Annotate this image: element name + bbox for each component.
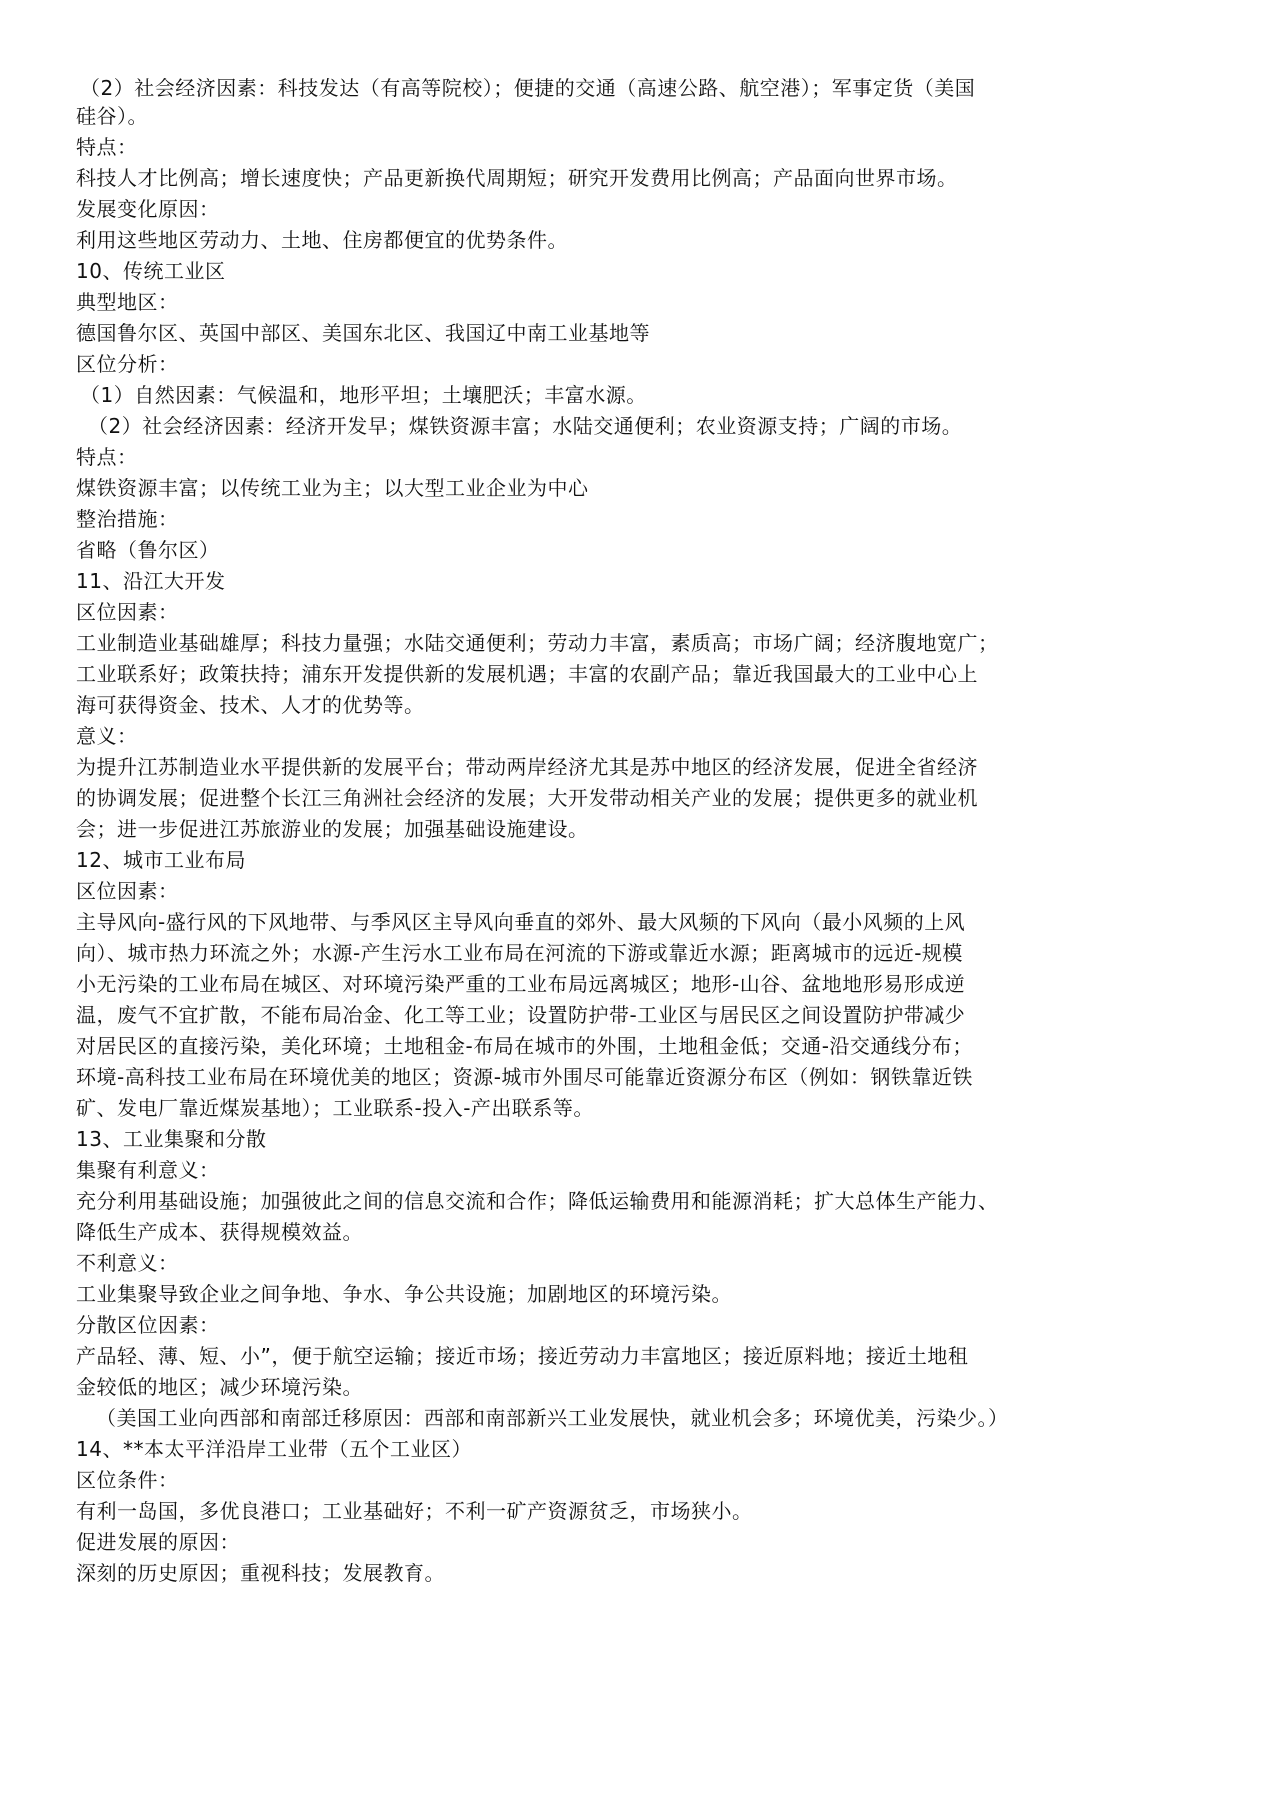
text-line: 煤铁资源丰富；以传统工业为主；以大型工业企业为中心 [76, 476, 589, 500]
text-line: 温，废气不宜扩散，不能布局冶金、化工等工业；设置防护带-工业区与居民区之间设置防护带减少 [76, 1003, 966, 1027]
text-line: 典型地区： [76, 290, 179, 314]
section-heading: 14、**本太平洋沿岸工业带（五个工业区） [76, 1437, 472, 1461]
text-line: 分散区位因素： [76, 1313, 220, 1337]
text-line: 省略（鲁尔区） [76, 538, 220, 562]
text-line: 区位分析： [76, 352, 179, 376]
text-line: 降低生产成本、获得规模效益。 [76, 1220, 363, 1244]
text-line: 区位因素： [76, 600, 179, 624]
section-heading: 11、沿江大开发 [76, 569, 226, 593]
section-heading: 13、工业集聚和分散 [76, 1127, 267, 1151]
text-line: 集聚有利意义： [76, 1158, 220, 1182]
text-line: 金较低的地区；减少环境污染。 [76, 1375, 363, 1399]
text-line: 深刻的历史原因；重视科技；发展教育。 [76, 1561, 445, 1585]
text-line: 德国鲁尔区、英国中部区、美国东北区、我国辽中南工业基地等 [76, 321, 650, 345]
text-line: 主导风向-盛行风的下风地带、与季风区主导风向垂直的郊外、最大风频的下风向（最小风频的上风 [76, 910, 966, 934]
text-line: 矿、发电厂靠近煤炭基地）；工业联系-投入-产出联系等。 [76, 1096, 594, 1120]
text-line: 特点： [76, 135, 138, 159]
text-line: （1）自然因素：气候温和，地形平坦；土壤肥沃；丰富水源。 [80, 383, 647, 407]
section-heading: 12、城市工业布局 [76, 848, 246, 872]
text-line: 的协调发展；促进整个长江三角洲社会经济的发展；大开发带动相关产业的发展；提供更多的就业机 [76, 786, 978, 810]
text-line: 工业联系好；政策扶持；浦东开发提供新的发展机遇；丰富的农副产品；靠近我国最大的工业中心上 [76, 662, 978, 686]
section-heading: 10、传统工业区 [76, 259, 226, 283]
text-line: 区位因素： [76, 879, 179, 903]
text-line: 科技人才比例高；增长速度快；产品更新换代周期短；研究开发费用比例高；产品面向世界市场。 [76, 166, 958, 190]
text-line: 充分利用基础设施；加强彼此之间的信息交流和合作；降低运输费用和能源消耗；扩大总体生产能力、 [76, 1189, 999, 1213]
text-line: 特点： [76, 445, 138, 469]
text-line: （2）社会经济因素：科技发达（有高等院校）；便捷的交通（高速公路、航空港）；军事定货（美国 [80, 76, 976, 100]
text-line: 为提升江苏制造业水平提供新的发展平台；带动两岸经济尤其是苏中地区的经济发展，促进全省经济 [76, 755, 978, 779]
text-line: 意义： [76, 724, 138, 748]
text-line: 会；进一步促进江苏旅游业的发展；加强基础设施建设。 [76, 817, 589, 841]
text-line: 硅谷）。 [76, 104, 148, 128]
text-line: （2）社会经济因素：经济开发早；煤铁资源丰富；水陆交通便利；农业资源支持；广阔的市场。 [88, 414, 963, 438]
text-line: 不利意义： [76, 1251, 179, 1275]
text-line: 向）、城市热力环流之外；水源-产生污水工业布局在河流的下游或靠近水源；距离城市的远近-规模 [76, 941, 963, 965]
text-line: 利用这些地区劳动力、土地、住房都便宜的优势条件。 [76, 228, 568, 252]
text-line: （美国工业向西部和南部迁移原因：西部和南部新兴工业发展快，就业机会多；环境优美，污染少。） [96, 1406, 1009, 1430]
text-line: 产品轻、薄、短、小”，便于航空运输；接近市场；接近劳动力丰富地区；接近原料地；接近土地租 [76, 1344, 969, 1368]
text-line: 整治措施： [76, 507, 179, 531]
text-line: 环境-高科技工业布局在环境优美的地区；资源-城市外围尽可能靠近资源分布区（例如：钢铁靠近铁 [76, 1065, 973, 1089]
text-line: 区位条件： [76, 1468, 179, 1492]
text-line: 海可获得资金、技术、人才的优势等。 [76, 693, 425, 717]
text-line: 小无污染的工业布局在城区、对环境污染严重的工业布局远离城区；地形-山谷、盆地地形易形成逆 [76, 972, 966, 996]
text-line: 发展变化原因： [76, 197, 220, 221]
text-line: 工业集聚导致企业之间争地、争水、争公共设施；加剧地区的环境污染。 [76, 1282, 732, 1306]
text-line: 工业制造业基础雄厚；科技力量强；水陆交通便利；劳动力丰富，素质高；市场广阔；经济腹地宽广； [76, 631, 999, 655]
text-line: 有利一岛国，多优良港口；工业基础好；不利一矿产资源贫乏，市场狭小。 [76, 1499, 753, 1523]
text-line: 促进发展的原因： [76, 1530, 240, 1554]
text-line: 对居民区的直接污染，美化环境；土地租金-布局在城市的外围，土地租金低；交通-沿交通线分布； [76, 1034, 973, 1058]
